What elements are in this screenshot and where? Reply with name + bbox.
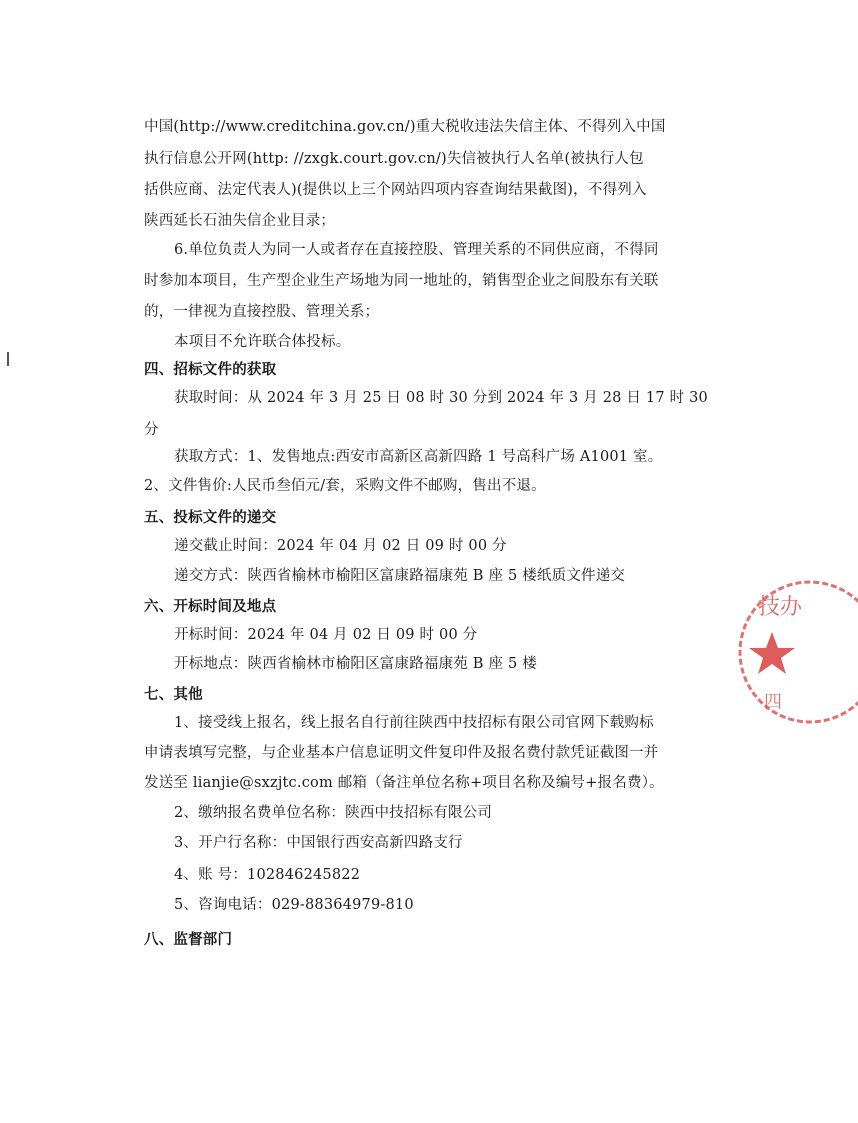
body-text-line: 3、开户行名称：中国银行西安高新四路支行	[174, 835, 463, 851]
binding-margin-mark	[7, 352, 9, 366]
body-text-line: 发送至 lianjie@sxzjtc.com 邮箱（备注单位名称+项目名称及编号+报名费）。	[144, 775, 664, 791]
body-text-line: 获取方式：1、发售地点:西安市高新区高新四路 1 号高科广场 A1001 室。	[174, 449, 663, 465]
section-heading: 八、监督部门	[144, 931, 233, 948]
body-text-line: 开标时间：2024 年 04 月 02 日 09 时 00 分	[174, 627, 478, 643]
body-text-line: 递交方式：陕西省榆林市榆阳区富康路福康苑 B 座 5 楼纸质文件递交	[174, 568, 626, 584]
body-text-line: 递交截止时间：2024 年 04 月 02 日 09 时 00 分	[174, 538, 507, 554]
body-text-line: 4、账 号：102846245822	[174, 867, 361, 883]
body-text-line: 2、缴纳报名费单位名称：陕西中技招标有限公司	[174, 805, 493, 821]
seal-bottom-text: 四	[764, 692, 782, 712]
body-text-line: 5、咨询电话：029-88364979-810	[174, 897, 414, 913]
body-text-line: 获取时间：从 2024 年 3 月 25 日 08 时 30 分到 2024 年 3 月 28 日 17 时 30	[174, 390, 708, 406]
body-text-line: 开标地点：陕西省榆林市榆阳区富康路福康苑 B 座 5 楼	[174, 656, 537, 672]
body-text-line: 时参加本项目，生产型企业生产场地为同一地址的，销售型企业之间股东有关联	[144, 273, 659, 289]
section-heading: 六、开标时间及地点	[144, 598, 277, 615]
body-text-line: 1、接受线上报名，线上报名自行前往陕西中技招标有限公司官网下载购标	[174, 715, 654, 731]
section-heading: 五、投标文件的递交	[144, 509, 277, 526]
body-text-line: 本项目不允许联合体投标。	[174, 334, 351, 350]
body-text-line: 2、文件售价:人民币叁佰元/套，采购文件不邮购，售出不退。	[144, 478, 546, 494]
section-heading: 四、招标文件的获取	[144, 361, 277, 378]
body-text-line: 执行信息公开网(http: //zxgk.court.gov.cn/)失信被执行人名单(被执行人包	[144, 151, 644, 167]
body-text-line: 中国(http://www.creditchina.gov.cn/)重大税收违法失信主体、不得列入中国	[144, 119, 666, 135]
body-text-line: 陕西延长石油失信企业目录；	[144, 213, 336, 229]
body-text-line: 括供应商、法定代表人)(提供以上三个网站四项内容查询结果截图)，不得列入	[144, 182, 647, 198]
official-seal-icon	[728, 572, 858, 732]
body-text-line: 申请表填写完整，与企业基本户信息证明文件复印件及报名费付款凭证截图一并	[144, 745, 659, 761]
body-text-line: 分	[144, 422, 159, 438]
body-text-line: 的，一律视为直接控股、管理关系；	[144, 304, 380, 320]
section-heading: 七、其他	[144, 686, 203, 703]
body-text-line: 6.单位负责人为同一人或者存在直接控股、管理关系的不同供应商，不得同	[174, 242, 659, 258]
seal-top-text: 技办	[758, 594, 803, 619]
